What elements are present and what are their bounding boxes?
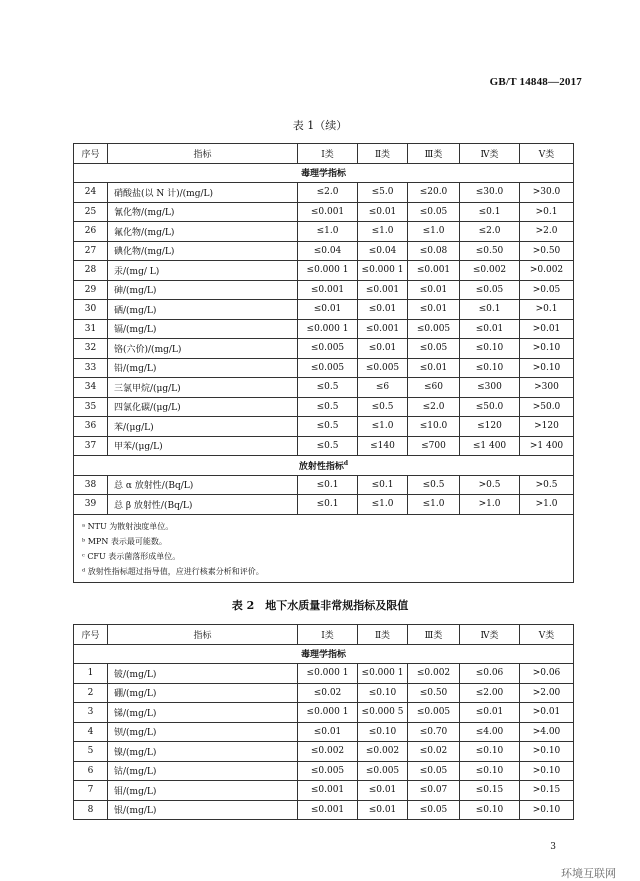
section-label: 放射性指标 [298, 461, 344, 472]
class-4-value: ≤0.10 [460, 339, 520, 359]
footnote: ᵇ MPN 表示最可能数。 [82, 536, 167, 546]
indicator-name: 总 β 放射性/(Bq/L) [108, 495, 298, 515]
class-3-value: ≤20.0 [408, 183, 460, 203]
class-4-value: >0.5 [460, 475, 520, 495]
class-1-value: ≤0.000 1 [298, 261, 358, 281]
class-5-value: >0.01 [520, 319, 574, 339]
row-index: 34 [74, 378, 108, 398]
class-3-value: ≤0.02 [408, 742, 460, 762]
class-1-value: ≤0.005 [298, 339, 358, 359]
table-row [74, 358, 574, 378]
footnote-marker: d [343, 459, 349, 467]
class-5-value: >0.06 [520, 664, 574, 684]
row-index: 8 [74, 800, 108, 820]
class-4-value: ≤1 400 [460, 436, 520, 456]
page-number: 3 [550, 842, 556, 852]
footnotes [74, 514, 574, 582]
table-row [74, 417, 574, 437]
class-2-value: ≤0.002 [358, 742, 408, 762]
class-4-value: ≤0.1 [460, 202, 520, 222]
class-3-value: ≤0.05 [408, 202, 460, 222]
indicator-name: 铅/(mg/L) [108, 358, 298, 378]
class-4-value: ≤0.1 [460, 300, 520, 320]
class-2-value: ≤0.000 1 [358, 664, 408, 684]
indicator-name: 钡/(mg/L) [108, 722, 298, 742]
class-3-value: ≤700 [408, 436, 460, 456]
footnotes-row [74, 514, 574, 582]
class-3-value: ≤0.01 [408, 280, 460, 300]
class-3-value: ≤0.002 [408, 664, 460, 684]
class-5-value: >1.0 [520, 495, 574, 515]
class-2-value: ≤140 [358, 436, 408, 456]
row-index: 6 [74, 761, 108, 781]
class-1-value: ≤0.001 [298, 202, 358, 222]
col-header-class-4: Ⅳ类 [460, 144, 520, 164]
class-4-value: ≤0.05 [460, 280, 520, 300]
class-3-value: ≤0.01 [408, 300, 460, 320]
table-row [74, 436, 574, 456]
col-header-indicator: 指标 [108, 625, 298, 645]
class-1-value: ≤0.5 [298, 378, 358, 398]
indicator-name: 锑/(mg/L) [108, 703, 298, 723]
section-label: 毒理学指标 [74, 163, 574, 183]
class-5-value: >0.1 [520, 300, 574, 320]
col-header-indicator: 指标 [108, 144, 298, 164]
indicator-name: 硒/(mg/L) [108, 300, 298, 320]
class-5-value: >0.10 [520, 761, 574, 781]
table-row [74, 761, 574, 781]
class-4-value: ≤2.0 [460, 222, 520, 242]
class-2-value: ≤0.000 1 [358, 261, 408, 281]
row-index: 28 [74, 261, 108, 281]
indicator-name: 银/(mg/L) [108, 800, 298, 820]
class-2-value: ≤0.01 [358, 781, 408, 801]
footnote: ᵃ NTU 为散射浊度单位。 [82, 521, 174, 531]
watermark-logo: 环境互联网 [561, 867, 616, 880]
indicator-name: 硝酸盐(以 N 计)/(mg/L) [108, 183, 298, 203]
indicator-name: 镉/(mg/L) [108, 319, 298, 339]
class-2-value: ≤0.1 [358, 475, 408, 495]
class-1-value: ≤0.000 1 [298, 664, 358, 684]
table1 [73, 143, 574, 583]
class-4-value: ≤0.15 [460, 781, 520, 801]
section-row-radioactivity [74, 456, 574, 476]
class-1-value: ≤0.000 1 [298, 319, 358, 339]
class-4-value: ≤0.10 [460, 742, 520, 762]
class-1-value: ≤0.1 [298, 495, 358, 515]
indicator-name: 镍/(mg/L) [108, 742, 298, 762]
class-1-value: ≤0.01 [298, 722, 358, 742]
class-1-value: ≤1.0 [298, 222, 358, 242]
class-3-value: ≤0.70 [408, 722, 460, 742]
class-5-value: >0.10 [520, 742, 574, 762]
table-row [74, 202, 574, 222]
class-5-value: >4.00 [520, 722, 574, 742]
table-row [74, 742, 574, 762]
class-1-value: ≤0.01 [298, 300, 358, 320]
table-row [74, 495, 574, 515]
class-3-value: ≤1.0 [408, 495, 460, 515]
row-index: 27 [74, 241, 108, 261]
class-5-value: >300 [520, 378, 574, 398]
class-1-value: ≤0.001 [298, 280, 358, 300]
class-5-value: >0.10 [520, 339, 574, 359]
class-3-value: ≤60 [408, 378, 460, 398]
class-5-value: >0.01 [520, 703, 574, 723]
class-3-value: ≤2.0 [408, 397, 460, 417]
class-5-value: >0.10 [520, 800, 574, 820]
row-index: 7 [74, 781, 108, 801]
class-2-value: ≤0.005 [358, 358, 408, 378]
row-index: 4 [74, 722, 108, 742]
class-4-value: ≤0.10 [460, 358, 520, 378]
class-4-value: ≤0.06 [460, 664, 520, 684]
table1-header-row [74, 144, 574, 164]
class-5-value: >0.50 [520, 241, 574, 261]
class-3-value: ≤0.005 [408, 703, 460, 723]
class-2-value: ≤0.01 [358, 339, 408, 359]
class-4-value: ≤120 [460, 417, 520, 437]
col-header-class-2: Ⅱ类 [358, 144, 408, 164]
class-4-value: >1.0 [460, 495, 520, 515]
class-2-value: ≤0.10 [358, 683, 408, 703]
class-5-value: >1 400 [520, 436, 574, 456]
class-4-value: ≤0.10 [460, 800, 520, 820]
col-header-class-3: Ⅲ类 [408, 625, 460, 645]
indicator-name: 氟化物/(mg/L) [108, 222, 298, 242]
indicator-name: 甲苯/(μg/L) [108, 436, 298, 456]
table2-header-row [74, 625, 574, 645]
col-header-class-5: Ⅴ类 [520, 625, 574, 645]
class-2-value: ≤1.0 [358, 417, 408, 437]
class-2-value: ≤0.5 [358, 397, 408, 417]
class-3-value: ≤0.01 [408, 358, 460, 378]
class-1-value: ≤0.002 [298, 742, 358, 762]
row-index: 3 [74, 703, 108, 723]
class-2-value: ≤0.001 [358, 280, 408, 300]
class-4-value: ≤30.0 [460, 183, 520, 203]
class-5-value: >2.00 [520, 683, 574, 703]
class-5-value: >0.5 [520, 475, 574, 495]
footnote: ᵈ 放射性指标超过指导值，应进行核素分析和评价。 [82, 566, 264, 576]
class-2-value: ≤6 [358, 378, 408, 398]
class-3-value: ≤1.0 [408, 222, 460, 242]
row-index: 29 [74, 280, 108, 300]
table-row [74, 319, 574, 339]
indicator-name: 硼/(mg/L) [108, 683, 298, 703]
indicator-name: 四氯化碳/(μg/L) [108, 397, 298, 417]
class-2-value: ≤0.10 [358, 722, 408, 742]
class-1-value: ≤0.5 [298, 397, 358, 417]
row-index: 38 [74, 475, 108, 495]
row-index: 31 [74, 319, 108, 339]
indicator-name: 钴/(mg/L) [108, 761, 298, 781]
indicator-name: 砷/(mg/L) [108, 280, 298, 300]
row-index: 25 [74, 202, 108, 222]
section-row-toxicology [74, 163, 574, 183]
class-1-value: ≤0.005 [298, 358, 358, 378]
class-3-value: ≤0.5 [408, 475, 460, 495]
row-index: 33 [74, 358, 108, 378]
standard-code: GB/T 14848—2017 [489, 76, 582, 88]
table-row [74, 800, 574, 820]
table-row [74, 781, 574, 801]
table-row [74, 475, 574, 495]
row-index: 1 [74, 664, 108, 684]
class-3-value: ≤0.08 [408, 241, 460, 261]
col-header-class-1: Ⅰ类 [298, 625, 358, 645]
indicator-name: 三氯甲烷/(μg/L) [108, 378, 298, 398]
table-row [74, 222, 574, 242]
class-3-value: ≤0.001 [408, 261, 460, 281]
class-4-value: ≤300 [460, 378, 520, 398]
table-row [74, 280, 574, 300]
class-2-value: ≤0.000 5 [358, 703, 408, 723]
class-1-value: ≤2.0 [298, 183, 358, 203]
table-row [74, 241, 574, 261]
class-2-value: ≤1.0 [358, 495, 408, 515]
row-index: 32 [74, 339, 108, 359]
table1-caption: 表 1（续） [292, 119, 348, 132]
class-3-value: ≤0.05 [408, 761, 460, 781]
class-2-value: ≤5.0 [358, 183, 408, 203]
class-1-value: ≤0.001 [298, 781, 358, 801]
indicator-name: 汞/(mg/ L) [108, 261, 298, 281]
row-index: 35 [74, 397, 108, 417]
table-row [74, 183, 574, 203]
row-index: 2 [74, 683, 108, 703]
class-2-value: ≤0.005 [358, 761, 408, 781]
table2 [73, 624, 574, 820]
row-index: 5 [74, 742, 108, 762]
table-row [74, 397, 574, 417]
footnote: ᶜ CFU 表示菌落形成单位。 [82, 551, 181, 561]
class-5-value: >120 [520, 417, 574, 437]
class-3-value: ≤0.005 [408, 319, 460, 339]
class-1-value: ≤0.001 [298, 800, 358, 820]
row-index: 26 [74, 222, 108, 242]
class-1-value: ≤0.5 [298, 436, 358, 456]
class-4-value: ≤0.50 [460, 241, 520, 261]
class-4-value: ≤0.01 [460, 703, 520, 723]
table-row [74, 300, 574, 320]
indicator-name: 苯/(μg/L) [108, 417, 298, 437]
class-2-value: ≤0.01 [358, 300, 408, 320]
table-row [74, 261, 574, 281]
section-row-toxicology [74, 644, 574, 664]
class-1-value: ≤0.1 [298, 475, 358, 495]
table-row [74, 339, 574, 359]
class-5-value: >2.0 [520, 222, 574, 242]
class-2-value: ≤1.0 [358, 222, 408, 242]
class-5-value: >0.10 [520, 358, 574, 378]
indicator-name: 氰化物/(mg/L) [108, 202, 298, 222]
class-4-value: ≤0.10 [460, 761, 520, 781]
col-header-class-4: Ⅳ类 [460, 625, 520, 645]
row-index: 39 [74, 495, 108, 515]
class-1-value: ≤0.04 [298, 241, 358, 261]
class-2-value: ≤0.001 [358, 319, 408, 339]
col-header-class-1: Ⅰ类 [298, 144, 358, 164]
row-index: 24 [74, 183, 108, 203]
class-1-value: ≤0.005 [298, 761, 358, 781]
class-5-value: >0.1 [520, 202, 574, 222]
class-2-value: ≤0.04 [358, 241, 408, 261]
class-4-value: ≤0.01 [460, 319, 520, 339]
row-index: 30 [74, 300, 108, 320]
section-label-cell [74, 456, 574, 476]
col-header-class-2: Ⅱ类 [358, 625, 408, 645]
col-header-class-3: Ⅲ类 [408, 144, 460, 164]
class-3-value: ≤10.0 [408, 417, 460, 437]
class-1-value: ≤0.000 1 [298, 703, 358, 723]
section-label: 毒理学指标 [74, 644, 574, 664]
row-index: 36 [74, 417, 108, 437]
table2-caption: 表 2 地下水质量非常规指标及限值 [231, 599, 409, 612]
col-header-index: 序号 [74, 144, 108, 164]
class-4-value: ≤50.0 [460, 397, 520, 417]
row-index: 37 [74, 436, 108, 456]
class-5-value: >0.15 [520, 781, 574, 801]
class-4-value: ≤2.00 [460, 683, 520, 703]
class-2-value: ≤0.01 [358, 800, 408, 820]
class-5-value: >50.0 [520, 397, 574, 417]
class-1-value: ≤0.02 [298, 683, 358, 703]
class-3-value: ≤0.07 [408, 781, 460, 801]
class-5-value: >0.002 [520, 261, 574, 281]
class-3-value: ≤0.05 [408, 800, 460, 820]
class-4-value: ≤4.00 [460, 722, 520, 742]
indicator-name: 钼/(mg/L) [108, 781, 298, 801]
class-5-value: >30.0 [520, 183, 574, 203]
indicator-name: 铬(六价)/(mg/L) [108, 339, 298, 359]
indicator-name: 总 α 放射性/(Bq/L) [108, 475, 298, 495]
class-4-value: ≤0.002 [460, 261, 520, 281]
table-row [74, 378, 574, 398]
class-1-value: ≤0.5 [298, 417, 358, 437]
indicator-name: 铍/(mg/L) [108, 664, 298, 684]
table-row [74, 683, 574, 703]
table-row [74, 722, 574, 742]
col-header-class-5: Ⅴ类 [520, 144, 574, 164]
class-2-value: ≤0.01 [358, 202, 408, 222]
table-row [74, 703, 574, 723]
class-3-value: ≤0.05 [408, 339, 460, 359]
table-row [74, 664, 574, 684]
col-header-index: 序号 [74, 625, 108, 645]
class-3-value: ≤0.50 [408, 683, 460, 703]
class-5-value: >0.05 [520, 280, 574, 300]
indicator-name: 碘化物/(mg/L) [108, 241, 298, 261]
